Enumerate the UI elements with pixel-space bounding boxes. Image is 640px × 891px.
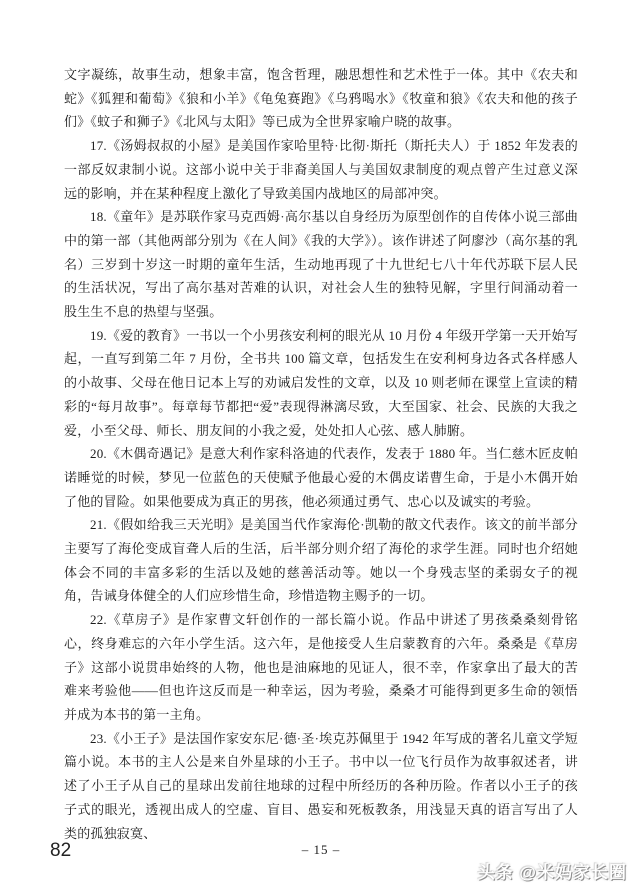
- paragraph-item-21: 21.《假如给我三天光明》是美国当代作家海伦·凯勒的散文代表作。该文的前半部分主要写了海伦变成盲聋人后的生活，后半部分则介绍了海伦的求学生涯。同时也介绍她体会不同的丰富多彩的生活以及她的慈善活动等。她以一个身残志坚的柔弱女子的视角，告诫身体健全的人们应珍惜生命，珍惜造物主赐予的一切。: [64, 517, 578, 604]
- toutiao-watermark: 头条 @米妈家长圈: [477, 863, 627, 882]
- paragraph-item-18: 18.《童年》是苏联作家马克西姆·高尔基以自身经历为原型创作的自传体小说三部曲中的第一部（其他两部分别为《在人间》《我的大学》）。该作讲述了阿廖沙（高尔基的乳名）三岁到十岁这一时期的童年生活，生动地再现了十九世纪七八十年代苏联下层人民的生活状况，写出了高尔基对苦难的认识，对社会人生的独特见解，字里行间涌动着一股生生不息的热望与坚强。: [64, 209, 578, 320]
- paragraph-continuation: 文字凝练，故事生动，想象丰富，饱含哲理，融思想性和艺术性于一体。其中《农夫和蛇》《狐狸和葡萄》《狼和小羊》《龟兔赛跑》《乌鸦喝水》《牧童和狼》《农夫和他的孩子们》《蚊子和狮子》《北风与太阳》等已成为全世界家喻户晓的故事。: [64, 67, 578, 130]
- handwritten-page-number: 82: [50, 840, 72, 861]
- paragraph-item-19: 19.《爱的教育》一书以一个小男孩安利柯的眼光从 10 月份 4 年级开学第一天开始写起，一直写到第二年 7 月份，全书共 100 篇文章，包括发生在安利柯身边各式各样感人的小故事、父母在他日记本上写的劝诫启发性的文章，以及 10 则老师在课堂上宣读的精彩的“每月故事”。每章每节都把“爱”表现得淋漓尽致，大至国家、社会、民族的大我之爱，小至父母、师长、朋友间的小我之爱，处处扣人心弦、感人肺腑。: [64, 327, 578, 438]
- paragraph-item-22: 22.《草房子》是作家曹文轩创作的一部长篇小说。作品中讲述了男孩桑桑刻骨铭心，终身难忘的六年小学生活。这六年，是他接受人生启蒙教育的六年。桑桑是《草房子》这部小说贯串始终的人物，他也是油麻地的见证人，很不幸，作家拿出了最大的苦难来考验他——但也许这反而是一种幸运，因为考验，桑桑才可能得到更多生命的领悟并成为本书的第一主角。: [64, 612, 578, 722]
- document-text-block: [64, 63, 578, 845]
- paragraph-item-17: 17.《汤姆叔叔的小屋》是美国作家哈里特·比彻·斯托（斯托夫人）于 1852 年发表的一部反奴隶制小说。这部小说中关于非裔美国人与美国奴隶制度的观点曾产生过意义深远的影响，并在某种程度上激化了导致美国内战地区的局部冲突。: [64, 138, 578, 201]
- paragraph-item-23: 23.《小王子》是法国作家安东尼·德·圣·埃克苏佩里于 1942 年写成的著名儿童文学短篇小说。本书的主人公是来自外星球的小王子。书中以一位飞行员作为故事叙述者，讲述了小王子从自己的星球出发前往地球的过程中所经历的各种历险。作者以小王子的孩子式的眼光，透视出成人的空虚、盲目、愚妄和死板教条，用浅显天真的语言写出了人类的孤独寂寞、: [64, 730, 578, 841]
- printed-page-number: – 15 –: [301, 842, 341, 857]
- paragraph-item-20: 20.《木偶奇遇记》是意大利作家科洛迪的代表作，发表于 1880 年。当仁慈木匠皮帕诺睡觉的时候，梦见一位蓝色的天使赋予他最心爱的木偶皮诺曹生命，于是小木偶开始了他的冒险。如果他要成为真正的男孩，他必须通过勇气、忠心以及诚实的考验。: [64, 446, 578, 509]
